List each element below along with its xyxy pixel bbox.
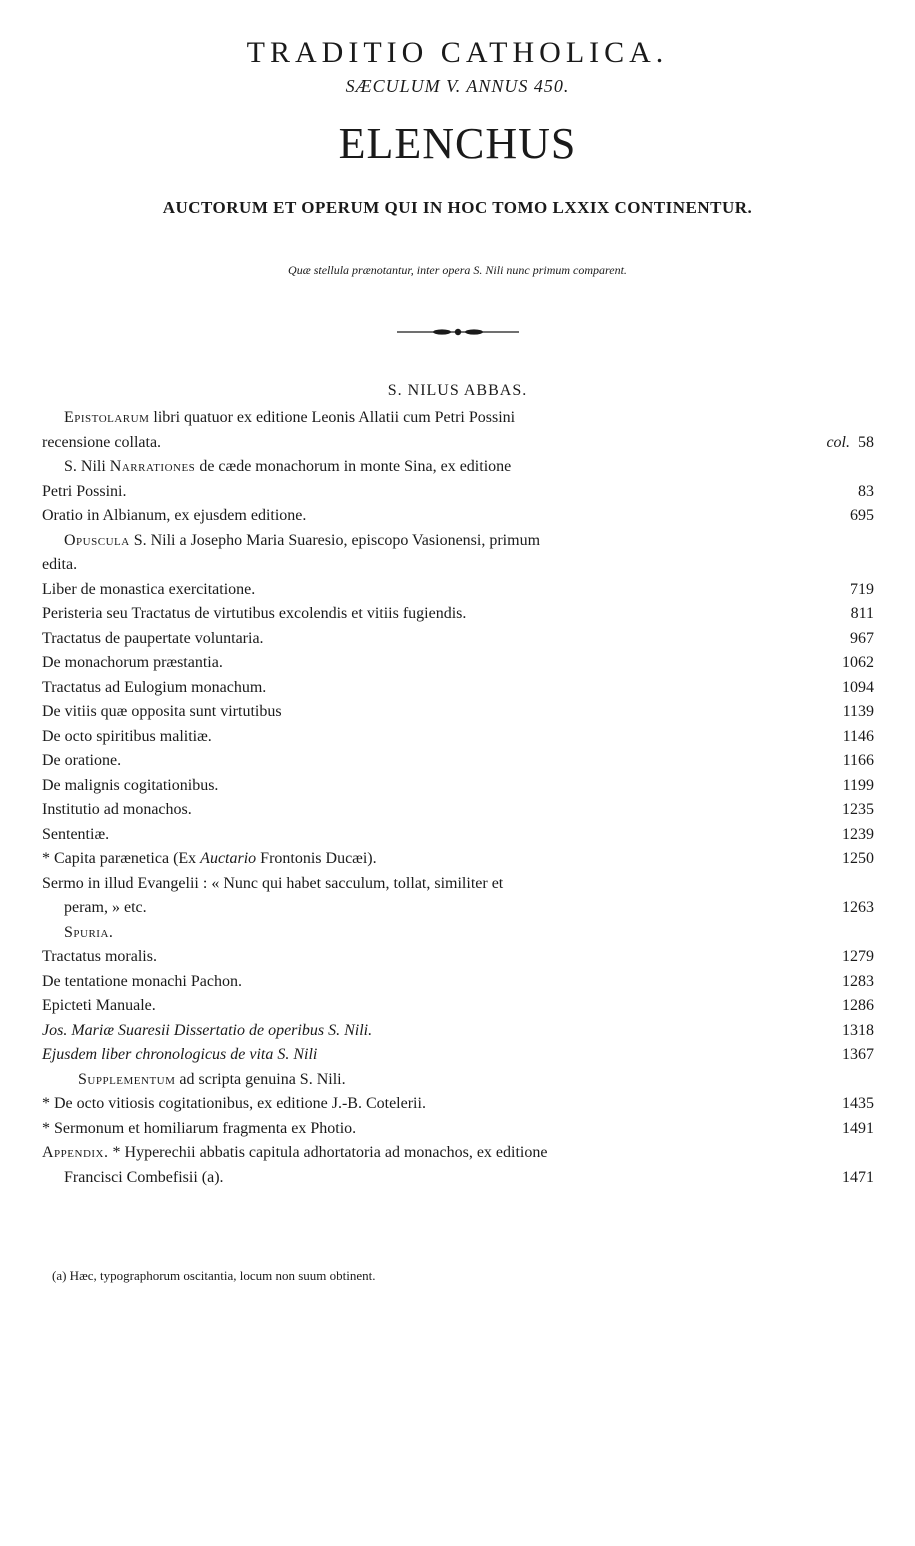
column-number: 1435 — [842, 1095, 874, 1112]
ornamental-rule — [397, 325, 519, 339]
column-number: 1263 — [842, 899, 874, 916]
entry-title: Francisci Combefisii (a). — [64, 1168, 224, 1186]
column-number: 1318 — [842, 1021, 874, 1039]
column-number: 83 — [858, 482, 874, 500]
contents-entry — [42, 529, 874, 554]
asterisk-note: Quæ stellula prænotantur, inter opera S. Nili nunc primum comparent. — [288, 263, 627, 277]
entry-title: De tentatione monachi Pachon. — [42, 972, 242, 990]
entry-title: Epicteti Manuale. — [42, 997, 156, 1014]
running-title: TRADITIO CATHOLICA. — [246, 36, 669, 69]
entry-title: edita. — [42, 556, 78, 573]
column-number: 1239 — [842, 825, 874, 843]
entry-title: * Sermonum et homiliarum fragmenta ex Photio. — [42, 1119, 357, 1137]
entry-title: recensione collata. — [42, 433, 162, 451]
entry-title: Ejusdem liber chronologicus de vita S. Nili — [42, 1046, 318, 1063]
column-number: 1491 — [842, 1119, 874, 1137]
contents-entry — [42, 798, 874, 823]
contents-entry — [42, 1092, 874, 1117]
contents-entry — [42, 1117, 874, 1142]
column-number: 1367 — [842, 1046, 874, 1063]
entry-title: Supplementum ad scripta genuina S. Nili. — [78, 1070, 346, 1088]
entry-title: Sermo in illud Evangelii : « Nunc qui habet sacculum, tollat, similiter et — [42, 874, 504, 892]
entry-title: * De octo vitiosis cogitationibus, ex editione J.-B. Cotelerii. — [42, 1095, 426, 1112]
entry-title: Peristeria seu Tractatus de virtutibus excolendis et vitiis fugiendis. — [42, 605, 467, 622]
column-number: 1250 — [842, 850, 874, 867]
column-number: 1146 — [842, 727, 874, 745]
contents-list — [42, 406, 874, 1190]
entry-title: De oratione. — [42, 752, 122, 769]
contents-entry — [42, 651, 874, 676]
contents-entry — [42, 602, 874, 627]
contents-entry — [42, 431, 874, 456]
entry-title: De vitiis quæ opposita sunt virtutibus — [42, 703, 282, 720]
entry-title: Sententiæ. — [42, 825, 110, 843]
entry-title: S. Nili Narrationes de cæde monachorum in monte Sina, ex editione — [64, 458, 512, 475]
contents-entry — [42, 627, 874, 652]
column-number: 1062 — [842, 654, 874, 671]
contents-entry — [42, 553, 874, 578]
entry-title: De monachorum præstantia. — [42, 654, 223, 671]
contents-entry — [42, 970, 874, 995]
contents-entry — [42, 480, 874, 505]
entry-title: Tractatus de paupertate voluntaria. — [42, 629, 264, 647]
column-number: 1235 — [842, 801, 874, 818]
contents-entry — [42, 823, 874, 848]
entry-title: Liber de monastica exercitatione. — [42, 580, 256, 598]
contents-entry — [42, 1019, 874, 1044]
century-year-subtitle: SÆCULUM V. ANNUS 450. — [345, 76, 570, 96]
contents-entry — [42, 774, 874, 799]
contents-entry — [42, 847, 874, 872]
contents-entry — [42, 406, 874, 431]
contents-entry — [42, 1141, 874, 1166]
contents-entry — [42, 896, 874, 921]
footnote: (a) Hæc, typographorum oscitantia, locum non suum obtinent. — [52, 1268, 376, 1283]
column-number: col. 58 — [826, 433, 874, 451]
entry-title: * Capita parænetica (Ex Auctario Frontonis Ducæi). — [42, 850, 377, 867]
contents-entry — [42, 455, 874, 480]
contents-entry — [42, 725, 874, 750]
column-number: 811 — [850, 605, 874, 622]
column-number: 1139 — [842, 703, 874, 720]
entry-title: Tractatus ad Eulogium monachum. — [42, 678, 267, 696]
contents-entry — [42, 1068, 874, 1093]
entry-title: Appendix. * Hyperechii abbatis capitula adhortatoria ad monachos, ex editione — [42, 1144, 548, 1161]
contents-caption: AUCTORUM ET OPERUM QUI IN HOC TOMO LXXIX CONTINENTUR. — [162, 198, 753, 217]
column-number: 1471 — [842, 1168, 874, 1186]
contents-entry — [42, 676, 874, 701]
contents-entry — [42, 872, 874, 897]
entry-title: Epistolarum libri quatuor ex editione Leonis Allatii cum Petri Possini — [64, 409, 516, 426]
entry-title: Oratio in Albianum, ex ejusdem editione. — [42, 507, 307, 524]
contents-entry — [42, 749, 874, 774]
contents-entry — [42, 945, 874, 970]
contents-entry — [42, 700, 874, 725]
contents-entry — [42, 994, 874, 1019]
entry-title: De octo spiritibus malitiæ. — [42, 727, 212, 745]
column-number: 1283 — [842, 972, 874, 990]
column-number: 695 — [850, 507, 874, 524]
contents-entry — [42, 578, 874, 603]
contents-entry — [42, 1166, 874, 1191]
entry-title: De malignis cogitationibus. — [42, 776, 219, 794]
entry-title: Spuria. — [64, 923, 114, 941]
entry-title: Opuscula S. Nili a Josepho Maria Suaresio, episcopo Vasionensi, primum — [64, 531, 541, 549]
main-title: ELENCHUS — [338, 119, 577, 168]
contents-entry — [42, 1043, 874, 1068]
entry-title: Jos. Mariæ Suaresii Dissertatio de operibus S. Nili. — [42, 1021, 373, 1039]
column-number: 1166 — [842, 752, 874, 769]
entry-title: Tractatus moralis. — [42, 948, 157, 965]
entry-title: Institutio ad monachos. — [42, 801, 192, 818]
column-number: 967 — [850, 629, 874, 647]
column-number: 1094 — [842, 678, 874, 696]
section-title: S. NILUS ABBAS. — [387, 382, 528, 399]
contents-entry — [42, 921, 874, 946]
entry-title: peram, » etc. — [64, 899, 147, 916]
contents-entry — [42, 504, 874, 529]
entry-title: Petri Possini. — [42, 482, 127, 500]
column-number: 1286 — [842, 997, 874, 1014]
column-number: 1279 — [842, 948, 874, 965]
column-number: 1199 — [842, 776, 874, 794]
column-number: 719 — [850, 580, 874, 598]
